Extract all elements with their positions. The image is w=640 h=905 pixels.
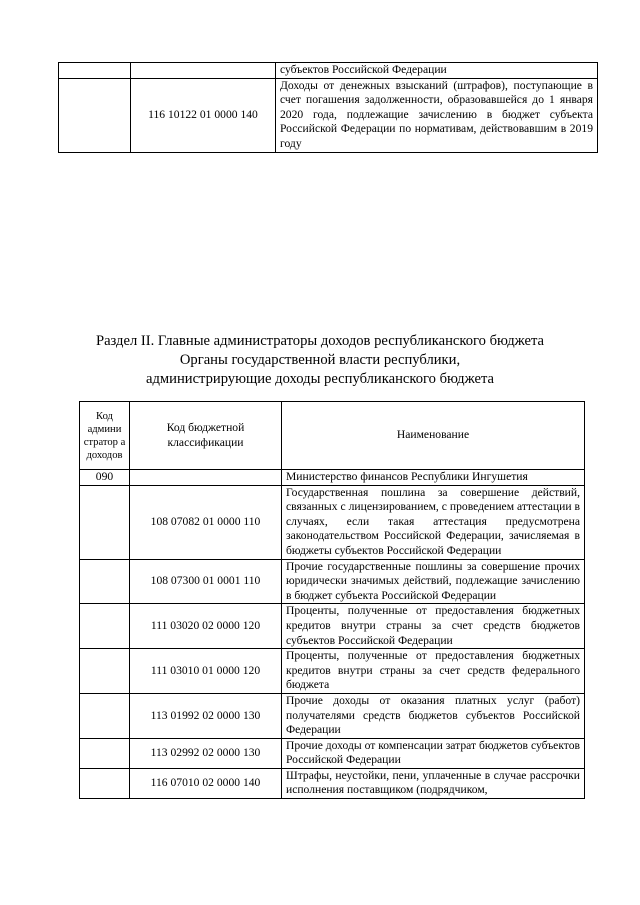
table-row	[59, 78, 598, 152]
admin-code-cell	[80, 738, 130, 768]
section-title: Раздел II. Главные администраторы доходов республиканского бюджета	[95, 333, 545, 349]
admin-code-cell	[80, 485, 130, 559]
table-row	[80, 470, 585, 486]
budget-code-cell: 108 07300 01 0001 110	[130, 559, 282, 604]
section-subtitle: администрирующие доходы республиканского бюджета	[146, 371, 494, 387]
table-row	[80, 649, 585, 694]
name-cell: Прочие доходы от оказания платных услуг (работ) получателями средств бюджетов субъектов Российской Федерации	[282, 693, 585, 738]
budget-code-cell	[131, 63, 276, 79]
name-cell: Государственная пошлина за совершение действий, связанных с лицензированием, с проведением аттестации в случаях, если такая аттестация предусмотрена законодательством Российской Федерации, зачисляемая в бюджеты субъектов Российской Федерации	[282, 485, 585, 559]
table-row	[80, 693, 585, 738]
admin-code-cell	[80, 768, 130, 798]
name-cell: Прочие государственные пошлины за совершение прочих юридически значимых действий, подлежащие зачислению в бюджет субъекта Российской Федерации	[282, 559, 585, 604]
table-header-row	[80, 402, 585, 470]
budget-code-cell: 111 03010 01 0000 120	[130, 649, 282, 694]
continuation-table	[58, 62, 598, 153]
admin-code-cell	[59, 78, 131, 152]
name-header: Наименование	[282, 402, 585, 470]
admin-code-cell: 090	[80, 470, 130, 486]
admin-code-cell	[59, 63, 131, 79]
name-cell: Доходы от денежных взысканий (штрафов), поступающие в счет погашения задолженности, образовавшейся до 1 января 2020 года, подлежащие зачислению в бюджет субъекта Российской Федерации по нормативам, действовавшим в 2019 году	[276, 78, 598, 152]
budget-code-header: Код бюджетной классификации	[130, 402, 282, 470]
table-row	[80, 485, 585, 559]
section-subtitle: Органы государственной власти республики,	[179, 352, 461, 368]
table-row	[80, 738, 585, 768]
administrators-table	[79, 401, 585, 799]
admin-code-cell	[80, 693, 130, 738]
name-cell: Проценты, полученные от предоставления бюджетных кредитов внутри страны за счет средств бюджетов субъектов Российской Федерации	[282, 604, 585, 649]
name-cell: субъектов Российской Федерации	[276, 63, 598, 79]
name-cell: Проценты, полученные от предоставления бюджетных кредитов внутри страны за счет средств федерального бюджета	[282, 649, 585, 694]
budget-code-cell: 116 07010 02 0000 140	[130, 768, 282, 798]
table-row	[59, 63, 598, 79]
table-row	[80, 559, 585, 604]
admin-code-cell	[80, 559, 130, 604]
budget-code-cell: 113 02992 02 0000 130	[130, 738, 282, 768]
name-cell: Прочие доходы от компенсации затрат бюджетов субъектов Российской Федерации	[282, 738, 585, 768]
budget-code-cell: 111 03020 02 0000 120	[130, 604, 282, 649]
admin-code-header: Код админи стратор а доходов	[80, 402, 130, 470]
table-row	[80, 768, 585, 798]
table-row	[80, 604, 585, 649]
budget-code-cell: 113 01992 02 0000 130	[130, 693, 282, 738]
admin-code-cell	[80, 649, 130, 694]
budget-code-cell: 108 07082 01 0000 110	[130, 485, 282, 559]
budget-code-cell	[130, 470, 282, 486]
budget-code-cell: 116 10122 01 0000 140	[131, 78, 276, 152]
admin-code-cell	[80, 604, 130, 649]
name-cell: Штрафы, неустойки, пени, уплаченные в случае рассрочки исполнения поставщиком (подрядчиком,	[282, 768, 585, 798]
name-cell: Министерство финансов Республики Ингушетия	[282, 470, 585, 486]
